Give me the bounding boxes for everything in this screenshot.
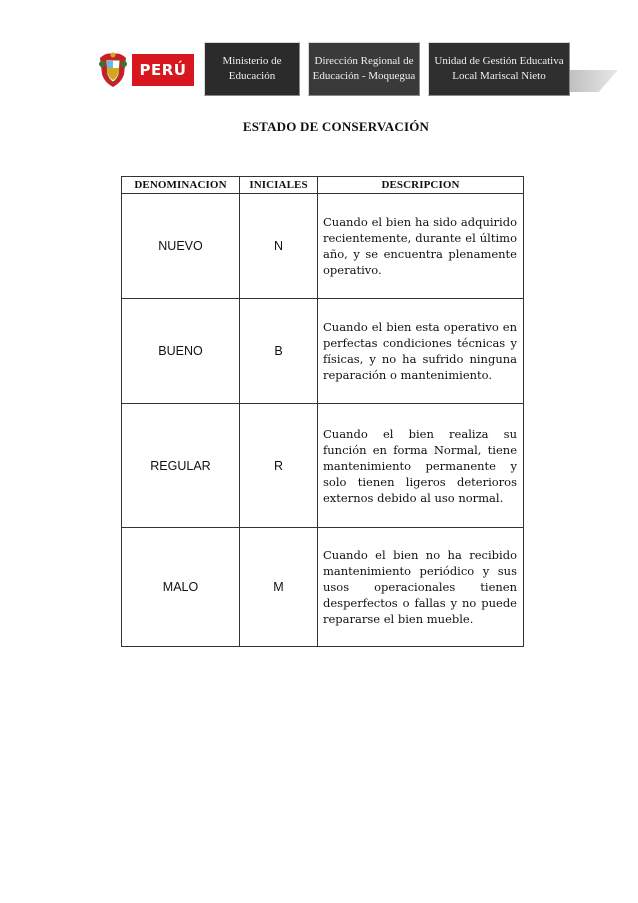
table-row <box>122 194 524 299</box>
row-initial: R <box>240 404 318 528</box>
row-initial: M <box>240 528 318 647</box>
document-title: ESTADO DE CONSERVACIÓN <box>242 119 430 134</box>
ministry-label: Ministerio de Educación <box>222 55 282 82</box>
regional-direction-label: Dirección Regional de Educación - Moquegua <box>312 55 416 82</box>
row-initial: B <box>240 299 318 404</box>
header-descripcion: DESCRIPCION <box>318 177 524 194</box>
table-header-row <box>122 177 524 194</box>
row-description: Cuando el bien ha sido adquirido recientemente, durante el último año, y se encuentra plenamente operativo. <box>318 194 524 299</box>
peru-logo <box>90 42 200 96</box>
row-description: Cuando el bien esta operativo en perfectas condiciones técnicas y físicas, y no ha sufrido ninguna reparación o mantenimiento. <box>318 299 524 404</box>
table-row <box>122 299 524 404</box>
row-description: Cuando el bien no ha recibido mantenimiento periódico y sus usos operacionales tienen desperfectos o fallas y no puede repararse el bien mueble. <box>318 528 524 647</box>
row-description: Cuando el bien realiza su función en forma Normal, tiene mantenimiento permanente y solo tienen ligeros deterioros externos debido al uso normal. <box>318 404 524 528</box>
row-name: MALO <box>122 528 240 647</box>
row-initial: N <box>240 194 318 299</box>
peru-logo-text: PERÚ <box>132 54 194 86</box>
row-name: REGULAR <box>122 404 240 528</box>
header-banner <box>86 42 610 96</box>
table-row <box>122 528 524 647</box>
ugel-label: Unidad de Gestión Educativa Local Mariscal Nieto <box>434 55 564 82</box>
row-name: BUENO <box>122 299 240 404</box>
ugel-box <box>428 42 570 96</box>
table-row <box>122 404 524 528</box>
header-iniciales: INICIALES <box>240 177 318 194</box>
conservation-table-wrapper <box>121 176 523 647</box>
header-denominacion: DENOMINACION <box>122 177 240 194</box>
coat-of-arms-icon <box>98 52 128 88</box>
ministry-box <box>204 42 300 96</box>
banner-arrow-decoration <box>570 70 618 92</box>
regional-direction-box <box>308 42 420 96</box>
conservation-table <box>121 176 524 647</box>
row-name: NUEVO <box>122 194 240 299</box>
